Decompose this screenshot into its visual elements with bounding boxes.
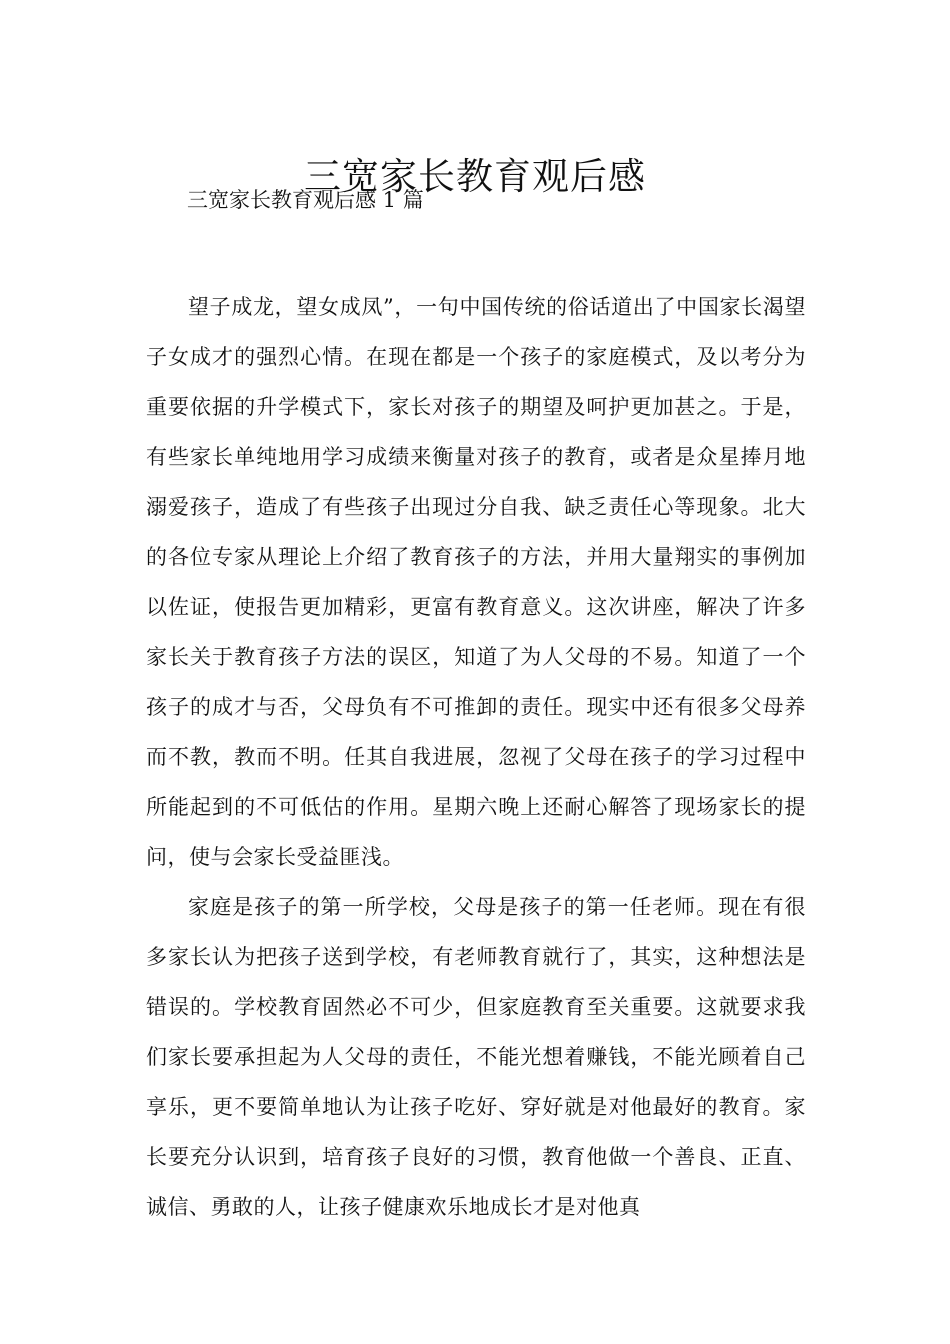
document-body (146, 282, 806, 1232)
document-subtitle: 三宽家长教育观后感 1 篇 (187, 188, 424, 212)
document-title: 三宽家长教育观后感 (304, 154, 646, 198)
paragraph: 望子成龙，望女成凤”，一句中国传统的俗话道出了中国家长渴望子女成才的强烈心情。在现在都是一个孩子的家庭模式，及以考分为重要依据的升学模式下，家长对孩子的期望及呵护更加甚之。于是，有些家长单纯地用学习成绩来衡量对孩子的教育，或者是众星捧月地溺爱孩子，造成了有些孩子出现过分自我、缺乏责任心等现象。北大的各位专家从理论上介绍了教育孩子的方法，并用大量翔实的事例加以佐证，使报告更加精彩，更富有教育意义。这次讲座，解决了许多家长关于教育孩子方法的误区，知道了为人父母的不易。知道了一个孩子的成才与否，父母负有不可推卸的责任。现实中还有很多父母养而不教，教而不明。任其自我进展，忽视了父母在孩子的学习过程中所能起到的不可低估的作用。星期六晚上还耐心解答了现场家长的提问，使与会家长受益匪浅。 (146, 295, 806, 869)
paragraph: 家庭是孩子的第一所学校，父母是孩子的第一任老师。现在有很多家长认为把孩子送到学校，有老师教育就行了，其实，这种想法是错误的。学校教育固然必不可少，但家庭教育至关重要。这就要求我们家长要承担起为人父母的责任，不能光想着赚钱，不能光顾着自己享乐，更不要简单地认为让孩子吃好、穿好就是对他最好的教育。家长要充分认识到，培育孩子良好的习惯，教育他做一个善良、正直、诚信、勇敢的人，让孩子健康欢乐地成长才是对他真 (146, 895, 806, 1219)
